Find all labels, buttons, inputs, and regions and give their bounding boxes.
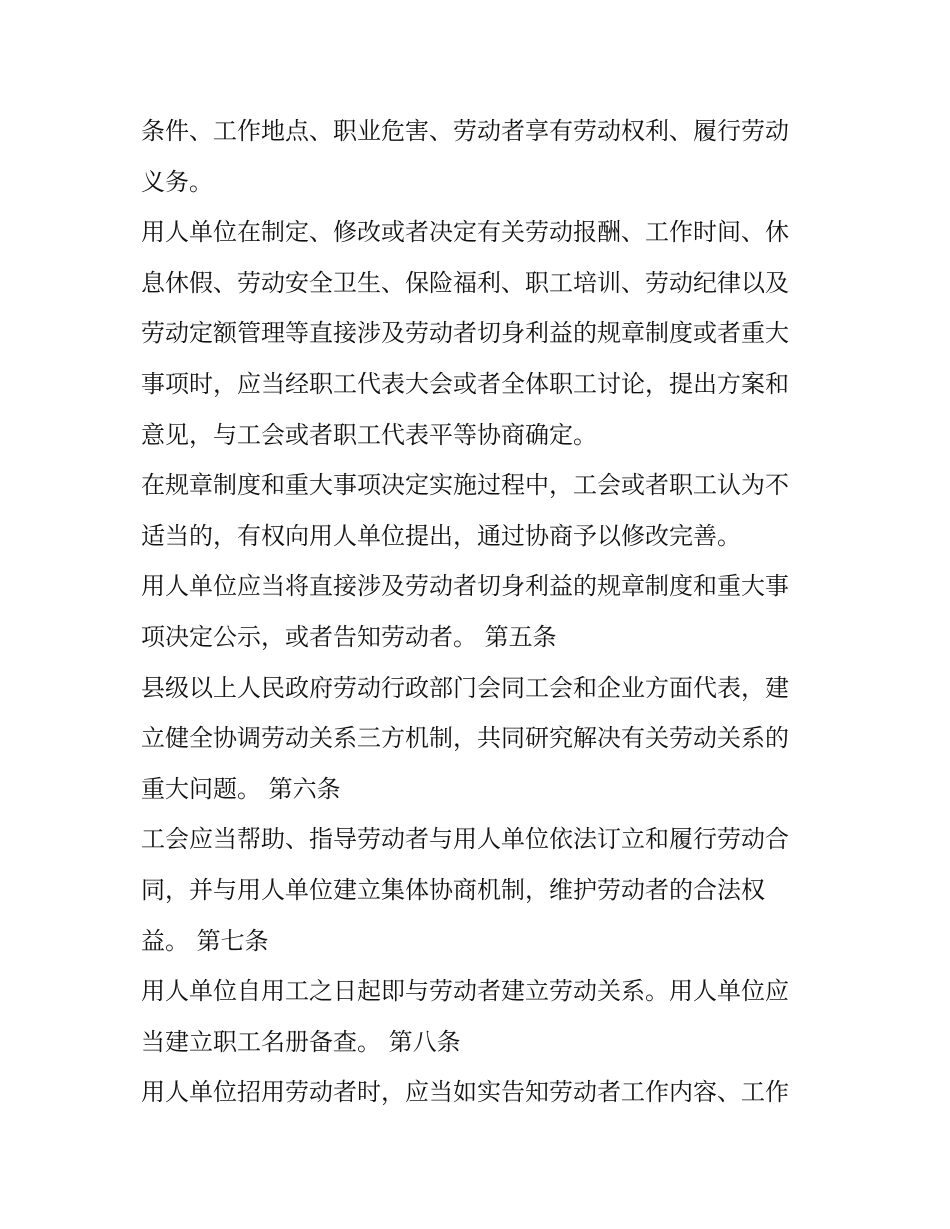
text-line: 劳动定额管理等直接涉及劳动者切身利益的规章制度或者重大 [141, 319, 789, 348]
text-line: 用人单位在制定、修改或者决定有关劳动报酬、工作时间、休 [141, 218, 789, 247]
text-line: 条件、工作地点、职业危害、劳动者享有劳动权利、履行劳动 [141, 117, 789, 145]
text-line: 益。 第七条 [141, 926, 269, 955]
text-line: 义务。 [141, 167, 213, 196]
text-line: 用人单位应当将直接涉及劳动者切身利益的规章制度和重大事 [141, 572, 789, 601]
text-line: 工会应当帮助、指导劳动者与用人单位依法订立和履行劳动合 [141, 825, 789, 854]
document-body [141, 106, 821, 1118]
text-line: 项决定公示，或者告知劳动者。 第五条 [141, 622, 557, 651]
text-line: 适当的，有权向用人单位提出，通过协商予以修改完善。 [141, 521, 741, 550]
text-line: 立健全协调劳动关系三方机制，共同研究解决有关劳动关系的 [141, 724, 789, 753]
text-line: 息休假、劳动安全卫生、保险福利、职工培训、劳动纪律以及 [141, 268, 789, 297]
text-line: 同，并与用人单位建立集体协商机制，维护劳动者的合法权 [141, 875, 765, 904]
text-line: 意见，与工会或者职工代表平等协商确定。 [141, 420, 597, 449]
text-line: 县级以上人民政府劳动行政部门会同工会和企业方面代表，建 [141, 673, 789, 702]
text-line: 事项时，应当经职工代表大会或者全体职工讨论，提出方案和 [141, 369, 789, 398]
text-line: 用人单位自用工之日起即与劳动者建立劳动关系。用人单位应 [141, 977, 789, 1006]
text-line: 当建立职工名册备查。 第八条 [141, 1027, 461, 1056]
text-line: 用人单位招用劳动者时，应当如实告知劳动者工作内容、工作 [141, 1078, 789, 1107]
text-line: 重大问题。 第六条 [141, 774, 341, 803]
text-line: 在规章制度和重大事项决定实施过程中，工会或者职工认为不 [141, 471, 789, 500]
